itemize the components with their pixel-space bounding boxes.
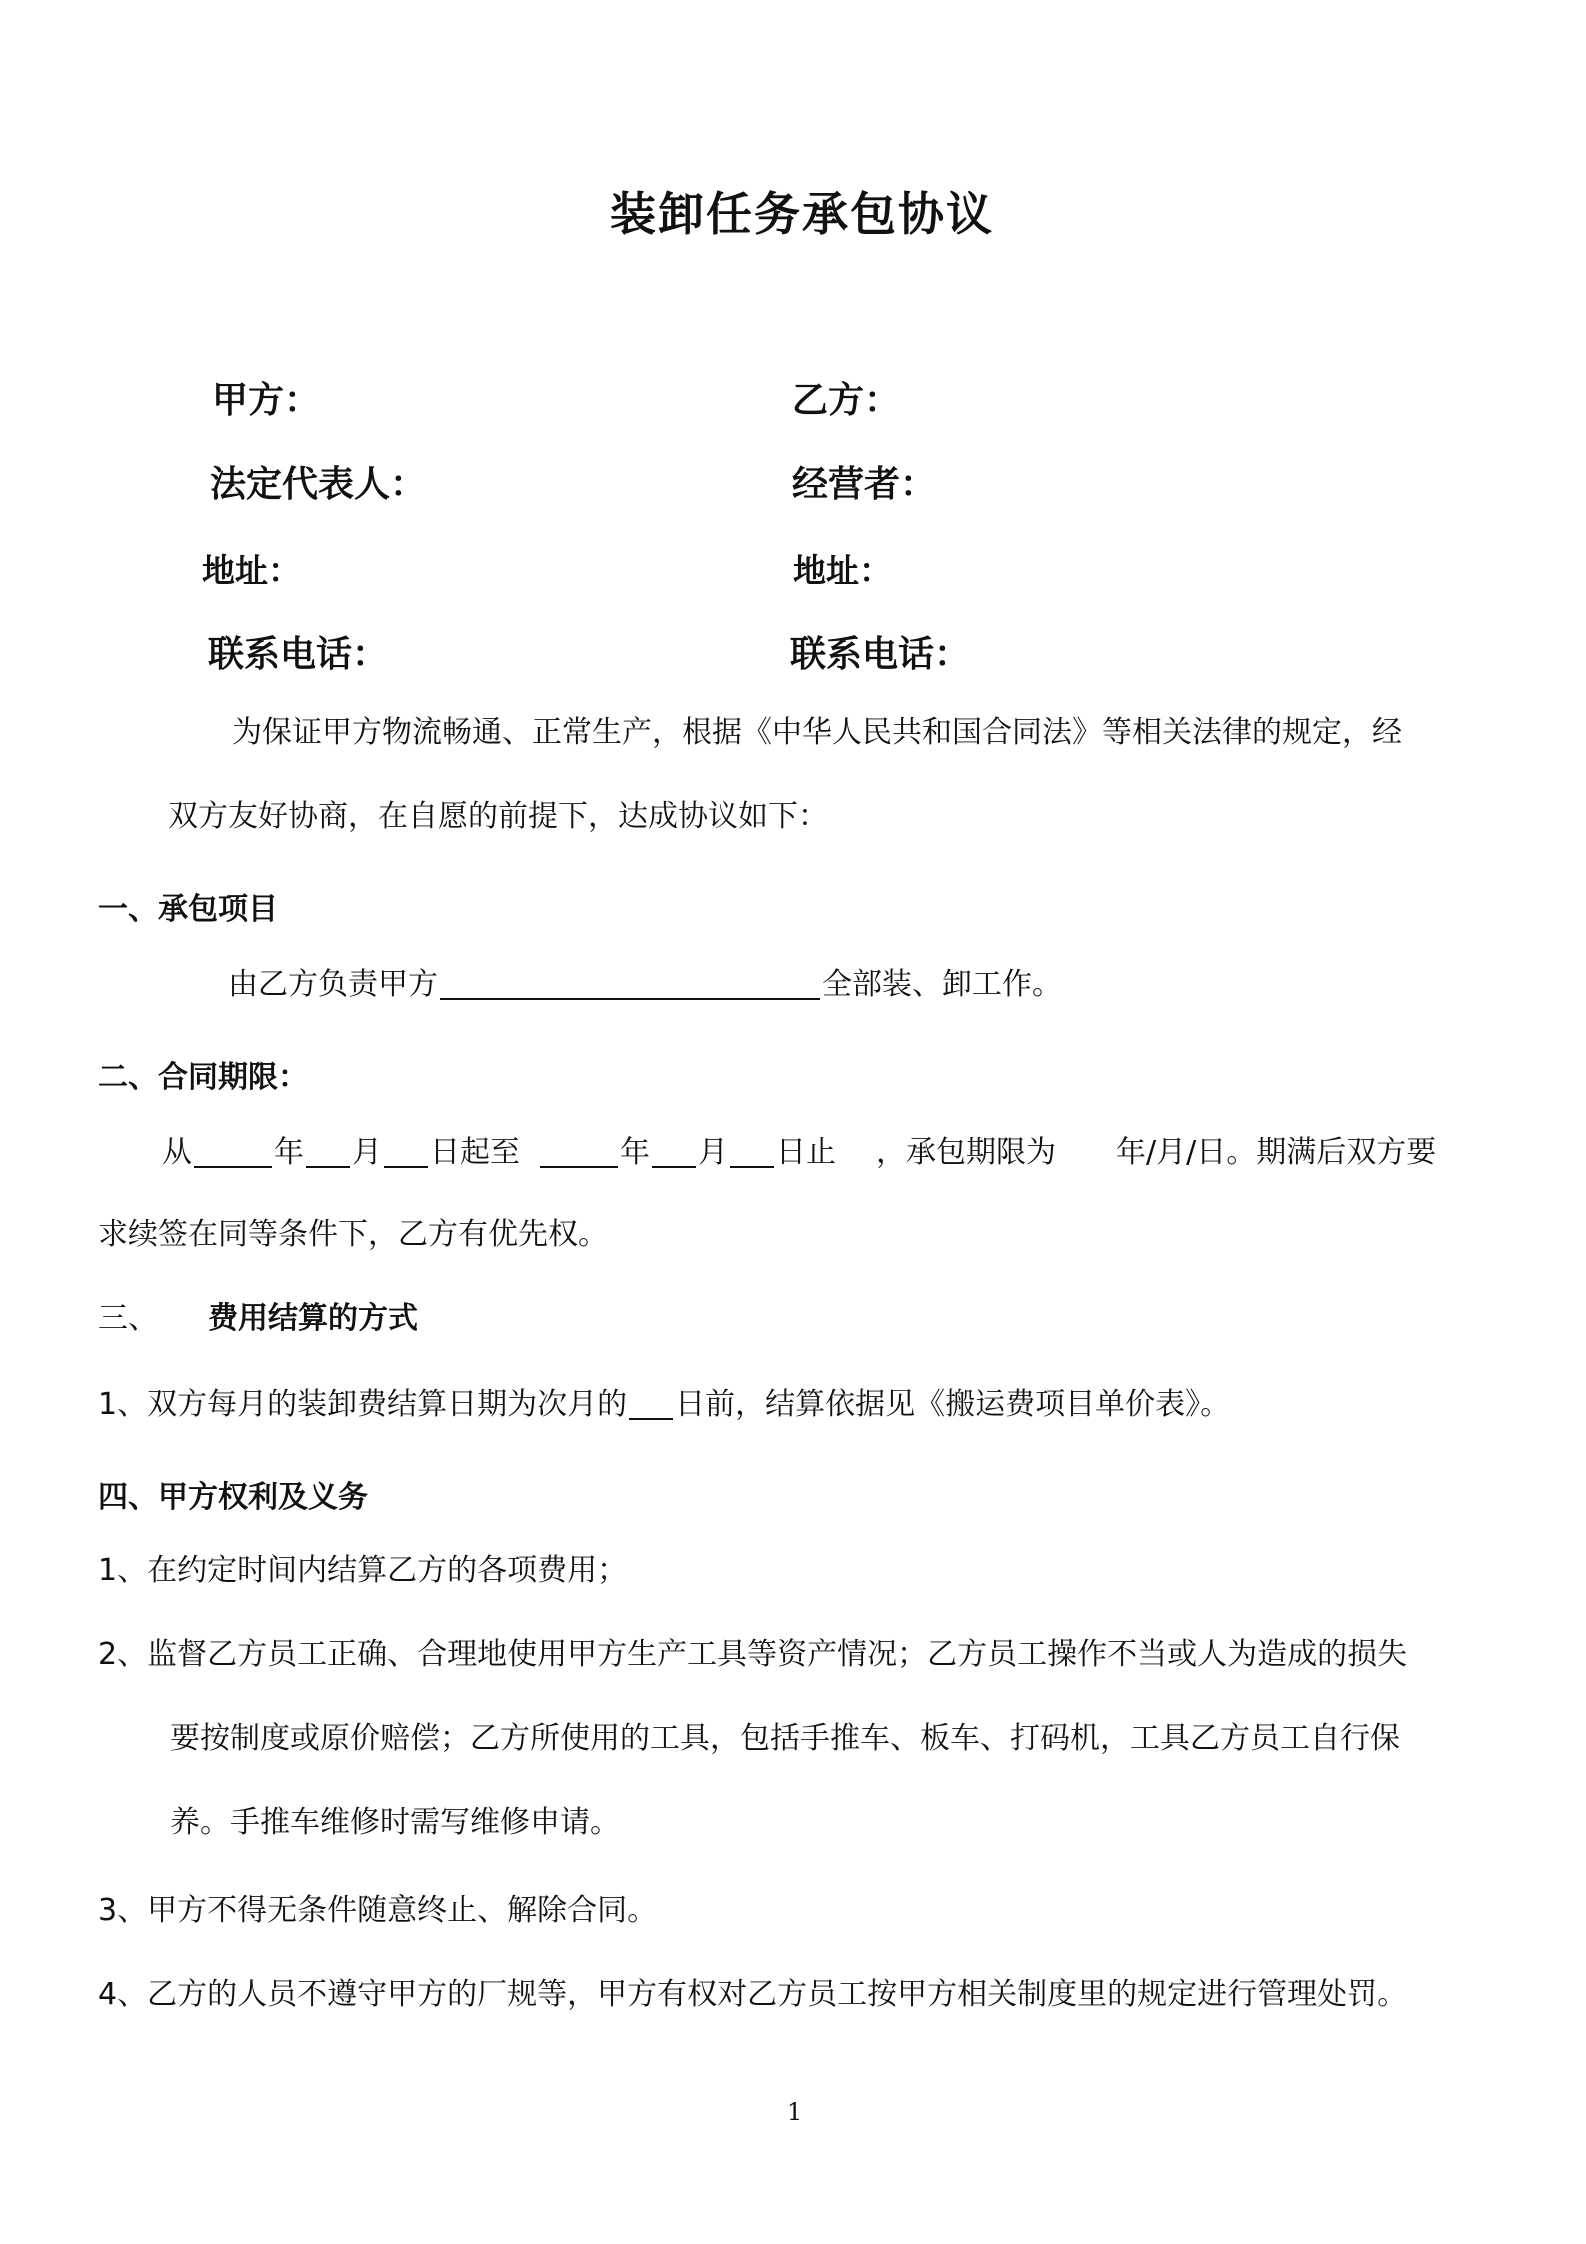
section-4-heading: 四、甲方权利及义务 (98, 1480, 368, 1515)
party-b-address-label: 地址： (793, 551, 892, 590)
section-3-item-1-after: 日前，结算依据见《搬运费项目单价表》。 (675, 1387, 1231, 1422)
section-1-text-after: 全部装、卸工作。 (822, 967, 1062, 1002)
document-title: 装卸任务承包协议 (610, 187, 994, 241)
settlement-day-blank (629, 1388, 673, 1420)
party-a-rep-label: 法定代表人： (210, 464, 427, 505)
end-year-blank (540, 1136, 618, 1168)
section-3-heading (98, 1301, 418, 1336)
period-text: ，承包期限为 (876, 1135, 1056, 1170)
party-a-address-label: 地址： (202, 551, 301, 590)
project-blank (440, 968, 820, 1000)
section-4-item-1: 1、在约定时间内结算乙方的各项费用； (98, 1553, 628, 1588)
section-4-item-2-line-2: 要按制度或原价赔偿；乙方所使用的工具，包括手推车、板车、打码机，工具乙方员工自行保 (170, 1721, 1400, 1756)
contract-period-line (162, 1136, 1436, 1168)
day-end-text: 日止 (776, 1135, 836, 1170)
section-3-item-1 (98, 1388, 1230, 1420)
contract-period-line-2: 求续签在同等条件下，乙方有优先权。 (98, 1217, 608, 1252)
section-1-text-before: 由乙方负责甲方 (228, 967, 438, 1002)
end-month-blank (652, 1136, 696, 1168)
section-2-heading: 二、合同期限： (98, 1060, 308, 1095)
day-start-text: 日起至 (430, 1135, 520, 1170)
preamble-line-1: 为保证甲方物流畅通、正常生产，根据《中华人民共和国合同法》等相关法律的规定，经 (232, 715, 1402, 750)
section-4-item-2-line-3: 养。手推车维修时需写维修申请。 (170, 1805, 620, 1840)
page-number: 1 (787, 2098, 803, 2126)
party-b-rep-label: 经营者： (792, 464, 937, 505)
section-3-title: 费用结算的方式 (208, 1301, 418, 1336)
ymd-text: 年/月/日。期满后双方要 (1116, 1135, 1437, 1170)
start-year-blank (194, 1136, 272, 1168)
start-day-blank (384, 1136, 428, 1168)
preamble-line-2: 双方友好协商，在自愿的前提下，达成协议如下： (168, 799, 828, 834)
year-text: 年 (274, 1135, 304, 1170)
section-1-heading: 一、承包项目 (98, 892, 278, 927)
month-text-2: 月 (698, 1135, 728, 1170)
section-4-item-4: 4、乙方的人员不遵守甲方的厂规等，甲方有权对乙方员工按甲方相关制度里的规定进行管理处罚。 (98, 1977, 1408, 2012)
start-month-blank (306, 1136, 350, 1168)
party-b-phone-label: 联系电话： (790, 634, 971, 675)
section-1-text (228, 968, 1062, 1000)
end-day-blank (730, 1136, 774, 1168)
section-4-item-2-line-1: 2、监督乙方员工正确、合理地使用甲方生产工具等资产情况；乙方员工操作不当或人为造成的损失 (98, 1637, 1408, 1672)
party-b-label: 乙方： (792, 380, 901, 421)
party-a-phone-label: 联系电话： (208, 634, 389, 675)
section-3-item-1-before: 1、双方每月的装卸费结算日期为次月的 (98, 1387, 628, 1422)
from-text: 从 (162, 1135, 192, 1170)
section-3-numeral: 三、 (98, 1301, 158, 1336)
month-text: 月 (352, 1135, 382, 1170)
party-a-label: 甲方： (212, 380, 321, 421)
section-4-item-3: 3、甲方不得无条件随意终止、解除合同。 (98, 1893, 658, 1928)
year-text-2: 年 (620, 1135, 650, 1170)
